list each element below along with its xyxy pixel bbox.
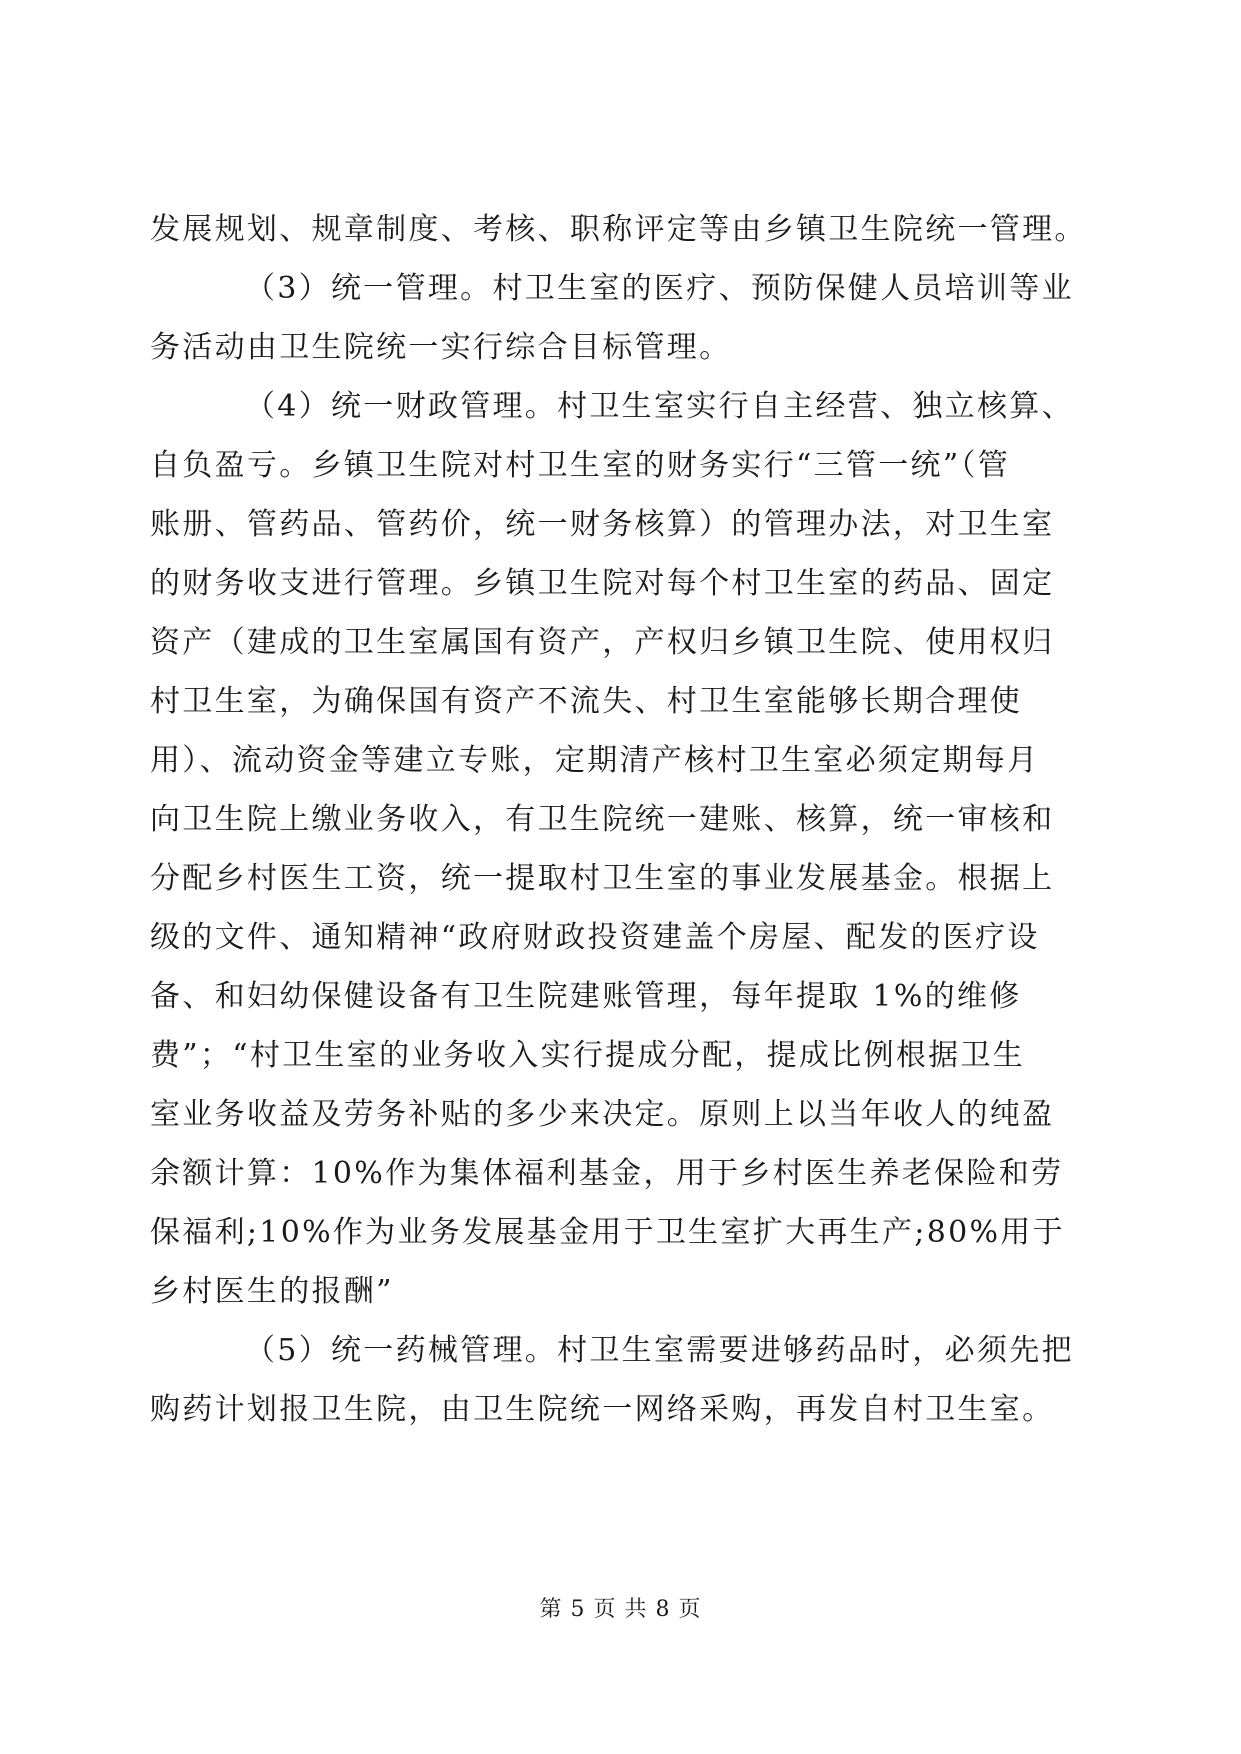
text-line: 发展规划、规章制度、考核、职称评定等由乡镇卫生院统一管理。 bbox=[150, 212, 1087, 247]
text-line: 室业务收益及劳务补贴的多少来决定。原则上以当年收人的纯盈 bbox=[150, 1097, 1055, 1132]
text-line: 的财务收支进行管理。乡镇卫生院对每个村卫生室的药品、固定 bbox=[150, 566, 1055, 601]
text-line: 级的文件、通知精神“政府财政投资建盖个房屋、配发的医疗设 bbox=[150, 920, 1040, 955]
text-line: 村卫生室，为确保国有资产不流失、村卫生室能够长期合理使 bbox=[150, 684, 1023, 719]
text-line-paragraph-5-start: （5）统一药械管理。村卫生室需要进够药品时，必须先把 bbox=[245, 1333, 1074, 1368]
text-line: 备、和妇幼保健设备有卫生院建账管理，每年提取 1%的维修 bbox=[150, 979, 1022, 1014]
text-line: 自负盈亏。乡镇卫生院对村卫生室的财务实行“三管一统”（管 bbox=[150, 448, 1011, 483]
text-line: 务活动由卫生院统一实行综合目标管理。 bbox=[150, 330, 732, 365]
text-line: 用）、流动资金等建立专账，定期清产核村卫生室必须定期每月 bbox=[150, 743, 1040, 778]
text-line: 账册、管药品、管药价，统一财务核算）的管理办法，对卫生室 bbox=[150, 507, 1055, 542]
text-line: 向卫生院上缴业务收入，有卫生院统一建账、核算，统一审核和 bbox=[150, 802, 1055, 837]
text-line-paragraph-3-start: （3）统一管理。村卫生室的医疗、预防保健人员培训等业 bbox=[245, 271, 1074, 306]
text-line: 余额计算：10%作为集体福利基金，用于乡村医生养老保险和劳 bbox=[150, 1156, 1064, 1191]
text-line: 资产（建成的卫生室属国有资产，产权归乡镇卫生院、使用权归 bbox=[150, 625, 1055, 660]
text-line: 费”；“村卫生室的业务收入实行提成分配，提成比例根据卫生 bbox=[150, 1038, 1026, 1073]
text-line-paragraph-4-start: （4）统一财政管理。村卫生室实行自主经营、独立核算、 bbox=[245, 389, 1074, 424]
page-number-footer: 第 5 页 共 8 页 bbox=[539, 1597, 702, 1622]
text-line: 购药计划报卫生院，由卫生院统一网络采购，再发自村卫生室。 bbox=[150, 1392, 1055, 1427]
text-line: 保福利;10%作为业务发展基金用于卫生室扩大再生产;80%用于 bbox=[150, 1215, 1065, 1250]
document-body bbox=[150, 200, 1095, 1439]
text-line: 分配乡村医生工资，统一提取村卫生室的事业发展基金。根据上 bbox=[150, 861, 1055, 896]
text-line: 乡村医生的报酬” bbox=[150, 1274, 394, 1309]
